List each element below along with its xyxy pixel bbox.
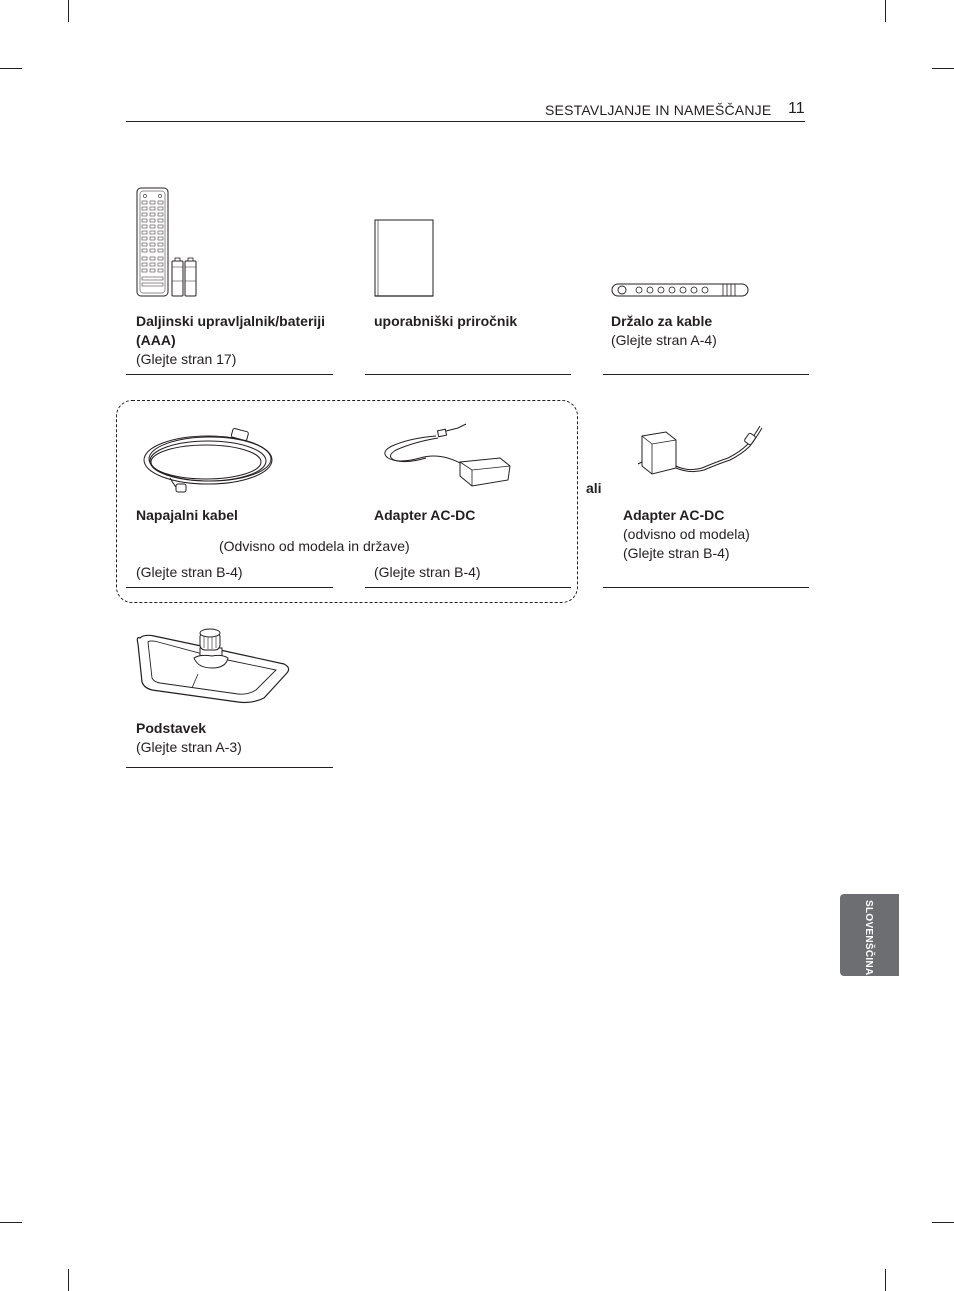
crop-mark — [885, 1269, 886, 1291]
item-rule — [126, 767, 333, 768]
crop-mark — [0, 68, 22, 69]
cable-holder-note: (Glejte stran A-4) — [611, 332, 717, 348]
crop-mark — [932, 68, 954, 69]
remote-title-line2: (AAA) — [136, 332, 176, 348]
adapter1-title: Adapter AC-DC — [374, 507, 476, 523]
manual-title: uporabniški priročnik — [374, 313, 518, 329]
language-tab-label: SLOVENŠČINA — [863, 900, 874, 976]
item-rule — [603, 374, 809, 375]
adapter-brick-illustration — [380, 420, 514, 494]
header-rule — [126, 121, 805, 122]
crop-mark — [885, 0, 886, 22]
adapter1-note: (Glejte stran B-4) — [374, 564, 481, 580]
manual-illustration — [374, 219, 436, 299]
adapter-wall-illustration — [636, 420, 766, 478]
item-rule — [365, 374, 571, 375]
power-cord-title: Napajalni kabel — [136, 507, 238, 523]
adapter2-note2: (Glejte stran B-4) — [623, 545, 730, 561]
stand-illustration — [134, 628, 294, 708]
crop-mark — [68, 0, 69, 22]
section-title: SESTAVLJANJE IN NAMEŠČANJE — [545, 102, 772, 118]
page-number: 11 — [788, 100, 805, 117]
item-rule — [126, 587, 333, 588]
crop-mark — [0, 1222, 22, 1223]
shared-model-note: (Odvisno od modela in države) — [219, 538, 410, 554]
item-rule — [126, 374, 333, 375]
cable-holder-illustration — [611, 283, 751, 299]
power-cord-note: (Glejte stran B-4) — [136, 564, 243, 580]
item-rule — [365, 587, 571, 588]
remote-title-line1: Daljinski upravljalnik/bateriji — [136, 313, 326, 329]
cable-holder-title: Držalo za kable — [611, 313, 713, 329]
stand-note: (Glejte stran A-3) — [136, 739, 242, 755]
remote-note: (Glejte stran 17) — [136, 351, 237, 367]
remote-control-illustration — [136, 187, 200, 299]
item-rule — [603, 587, 809, 588]
adapter2-title: Adapter AC-DC — [623, 507, 725, 523]
crop-mark — [68, 1269, 69, 1291]
crop-mark — [932, 1222, 954, 1223]
power-cord-illustration — [140, 426, 282, 496]
stand-title: Podstavek — [136, 720, 207, 736]
or-label: ali — [586, 480, 602, 496]
adapter2-note1: (odvisno od modela) — [623, 526, 750, 542]
